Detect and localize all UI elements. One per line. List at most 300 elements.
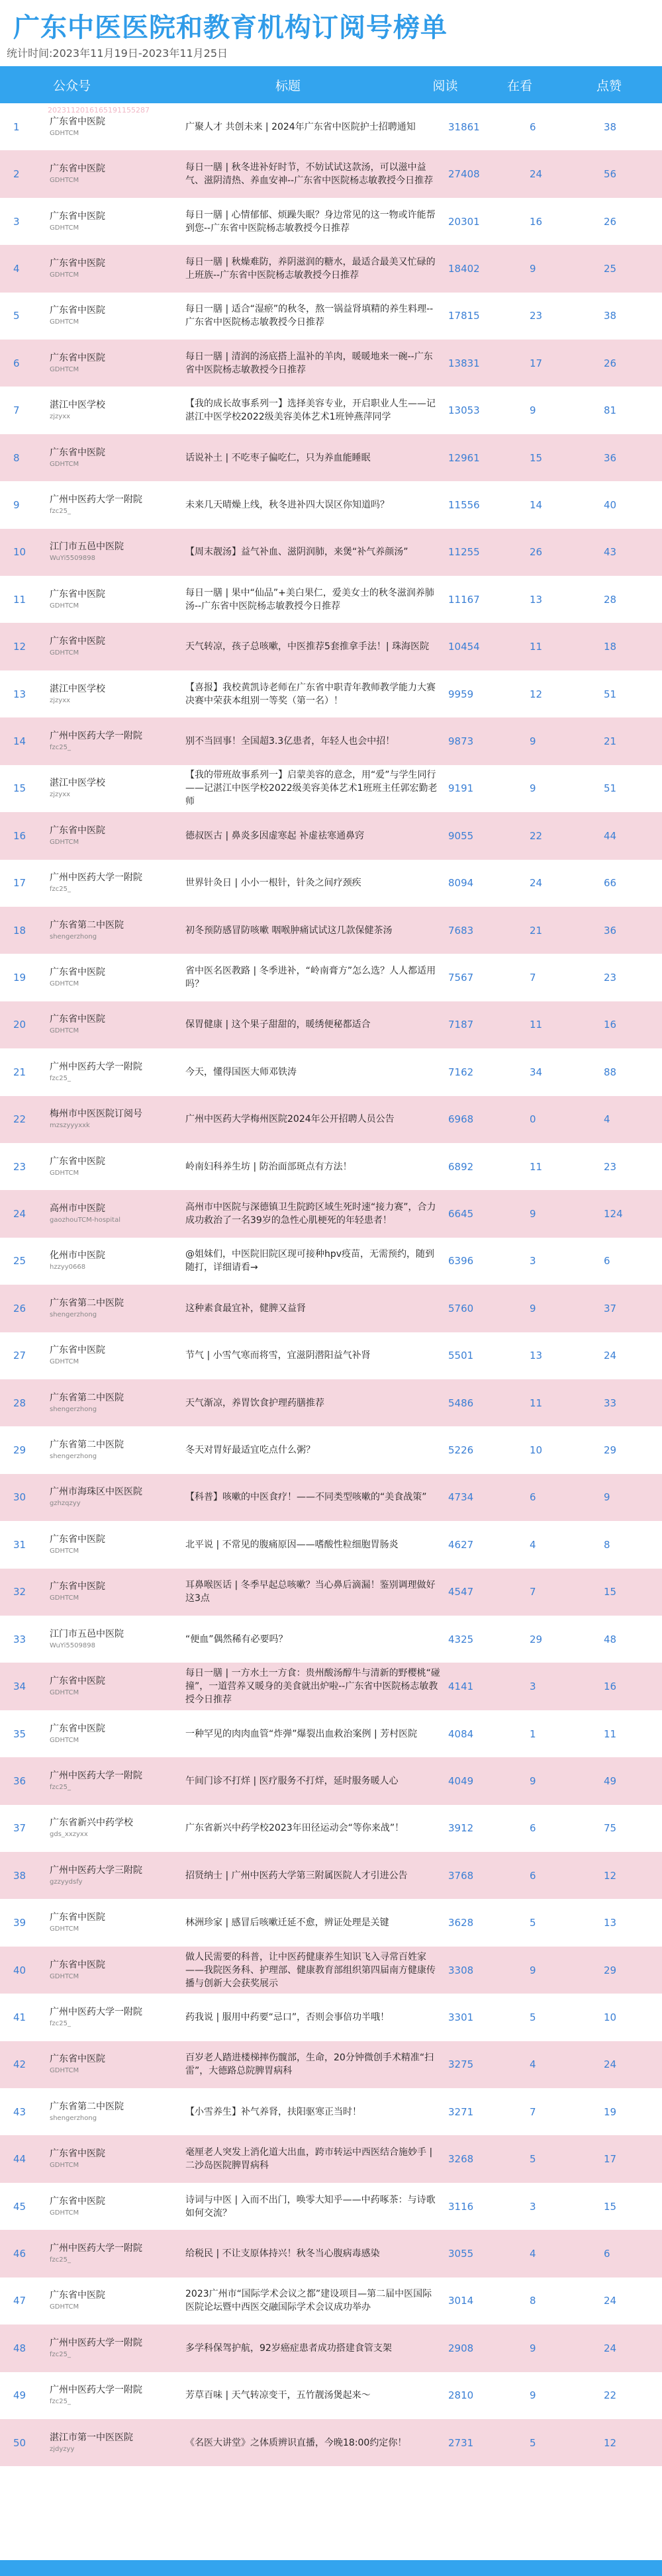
like-count: 48 xyxy=(604,1633,617,1645)
table-row[interactable] xyxy=(0,1379,662,1426)
account-name[interactable]: 高州市中医院 xyxy=(50,1203,105,1215)
article-title[interactable]: 广州中医药大学梅州医院2024年公开招聘人员公告 xyxy=(185,1114,395,1125)
account-name[interactable]: 广东省中医院 xyxy=(50,1014,105,1025)
account-id: GDHTCM xyxy=(50,318,79,326)
table-row[interactable] xyxy=(0,1285,662,1332)
account-cell xyxy=(50,872,185,894)
table-row[interactable] xyxy=(0,2088,662,2135)
account-cell xyxy=(50,635,185,658)
account-id: GDHTCM xyxy=(50,177,79,185)
table-row[interactable] xyxy=(0,954,662,1001)
table-row[interactable] xyxy=(0,150,662,197)
read-count: 3275 xyxy=(448,2058,474,2071)
account-name[interactable]: 梅州市中医医院订阅号 xyxy=(50,1109,142,1120)
account-name[interactable]: 广东省中医院 xyxy=(50,1959,105,1970)
account-id: GDHTCM xyxy=(50,365,79,373)
like-count: 23 xyxy=(604,1160,617,1173)
read-count: 6968 xyxy=(448,1113,474,1126)
account-id: shengerzhong xyxy=(50,1405,97,1413)
like-count: 28 xyxy=(604,593,617,606)
read-count: 4547 xyxy=(448,1586,474,1598)
account-cell xyxy=(50,2432,185,2454)
read-count: 13053 xyxy=(448,404,480,417)
account-name[interactable]: 广东省第二中医院 xyxy=(50,1440,124,1451)
article-title[interactable]: 一种罕见的肉肉血管“炸弹”爆裂出血救治案例 | 芳村医院 xyxy=(185,1728,418,1739)
rank-number: 43 xyxy=(13,2105,26,2118)
read-count: 5226 xyxy=(448,1444,474,1457)
account-name[interactable]: 广州中医药大学一附院 xyxy=(50,494,142,505)
account-id: WuYi5509898 xyxy=(50,555,95,563)
article-title[interactable]: 每日一膳 | 果中“仙品”+美白果仁，爱美女士的秋冬滋润养肺汤--广东省中医院杨志敏教授今日推荐 xyxy=(185,587,434,612)
account-id: fzc25_ xyxy=(50,2350,71,2358)
read-count: 3308 xyxy=(448,1964,474,1976)
header-title: 标题 xyxy=(275,78,301,93)
account-cell xyxy=(50,2289,185,2312)
read-count: 11167 xyxy=(448,593,480,606)
account-id: GDHTCM xyxy=(50,1972,79,1980)
like-count: 8 xyxy=(604,1538,610,1551)
look-count: 15 xyxy=(530,451,543,464)
read-count: 11556 xyxy=(448,498,480,511)
table-row[interactable] xyxy=(0,717,662,764)
look-count: 6 xyxy=(530,1869,536,1882)
account-cell xyxy=(50,352,185,375)
like-count: 15 xyxy=(604,1586,617,1598)
rank-number: 50 xyxy=(13,2436,26,2449)
look-count: 9 xyxy=(530,1774,536,1787)
rank-number: 7 xyxy=(13,404,20,417)
account-name[interactable]: 广东省第二中医院 xyxy=(50,1297,124,1309)
account-name[interactable]: 广东省中医院 xyxy=(50,588,105,600)
account-name[interactable]: 广东省新兴中药学校 xyxy=(50,1817,133,1829)
account-cell xyxy=(50,1534,185,1556)
account-name[interactable]: 广州中医药大学一附院 xyxy=(50,1770,142,1781)
account-cell xyxy=(50,1486,185,1508)
rank-number: 29 xyxy=(13,1444,26,1457)
table-row[interactable] xyxy=(0,1238,662,1285)
account-name[interactable]: 江门市五邑中医院 xyxy=(50,541,124,553)
look-count: 21 xyxy=(530,924,543,937)
article-title[interactable]: 诗词与中医 | 入而不出门，唤零大知乎——中药啄茶：与诗歌如何交流？ xyxy=(185,2194,436,2219)
rank-number: 44 xyxy=(13,2153,26,2166)
read-count: 17815 xyxy=(448,310,480,322)
article-title[interactable]: 【喜报】我校黄凯诗老师在广东省中职青年教师教学能力大赛决赛中荣获本组别一等奖（第一名）！ xyxy=(185,682,436,706)
account-name[interactable]: 广州中医药大学一附院 xyxy=(50,1061,142,1072)
article-title[interactable]: 天气渐凉，养胃饮食护理药膳推荐 xyxy=(185,1397,324,1408)
look-count: 16 xyxy=(530,215,543,228)
rank-number: 42 xyxy=(13,2058,26,2071)
table-row[interactable] xyxy=(0,293,662,340)
account-id: zjzyxx xyxy=(50,413,71,421)
read-count: 2908 xyxy=(448,2342,474,2354)
article-title[interactable]: 每日一膳 | 心情郁郁、烦躁失眠？身边常见的这一物或许能帮到您--广东省中医院杨志敏教授今日推荐 xyxy=(185,209,436,234)
account-id: GDHTCM xyxy=(50,2162,79,2170)
look-count: 17 xyxy=(530,357,543,369)
account-name[interactable]: 湛江中医学校 xyxy=(50,683,105,694)
read-count: 5501 xyxy=(448,1350,474,1362)
account-name[interactable]: 广州中医药大学一附院 xyxy=(50,2337,142,2348)
article-title[interactable]: 别不当回事！全国超3.3亿患者，年轻人也会中招！ xyxy=(185,735,395,747)
look-count: 9 xyxy=(530,735,536,747)
like-count: 4 xyxy=(604,1113,610,1126)
article-title[interactable]: 今天，懂得国医大师邓铁涛 xyxy=(185,1066,297,1078)
article-title[interactable]: 百岁老人踏进楼梯摔伤髋部，生命，20分钟微创手术精准“扫雷”，大德路总院脾胃病科 xyxy=(185,2052,434,2077)
table-row[interactable] xyxy=(0,765,662,812)
read-count: 7567 xyxy=(448,972,474,984)
account-id: fzc25_ xyxy=(50,1074,71,1082)
article-title[interactable]: 广东省新兴中药学校2023年田径运动会“等你来战”！ xyxy=(185,1823,404,1834)
account-name[interactable]: 广东省第二中医院 xyxy=(50,919,124,931)
header-account: 公众号 xyxy=(53,78,91,93)
table-row[interactable] xyxy=(0,2277,662,2324)
table-row[interactable] xyxy=(0,2041,662,2088)
article-title[interactable]: 高州市中医院与深德镇卫生院跨区域生死时速“接力赛”，合力成功救治了一名39岁的急性心肌梗死的年轻患者！ xyxy=(185,1202,436,1226)
article-title[interactable]: 【我的带班故事系列一】启蒙美容的意念，用“爱”与学生同行——记湛江中医学校2022级美容美体艺术1班班主任郭宏勤老师 xyxy=(185,770,438,807)
rank-number: 32 xyxy=(13,1586,26,1598)
account-name[interactable]: 广东省中医院 xyxy=(50,967,105,978)
article-title[interactable]: 广聚人才 共创未来 | 2024年广东省中医院护士招聘通知 xyxy=(185,121,416,132)
look-count: 7 xyxy=(530,972,536,984)
like-count: 11 xyxy=(604,1727,617,1740)
account-name[interactable]: 广州中医药大学一附院 xyxy=(50,872,142,884)
table-row[interactable] xyxy=(0,1143,662,1190)
table-row[interactable] xyxy=(0,1569,662,1616)
read-count: 4084 xyxy=(448,1727,474,1740)
table-row[interactable] xyxy=(0,2372,662,2419)
account-cell xyxy=(50,1723,185,1745)
table-row[interactable] xyxy=(0,1096,662,1143)
article-title[interactable]: 多学科保驾护航，92岁癌症患者成功搭建食管支架 xyxy=(185,2342,392,2354)
read-count: 13831 xyxy=(448,357,480,369)
account-name[interactable]: 广东省中医院 xyxy=(50,825,105,836)
article-title[interactable]: 省中医名医教路 | 冬季进补，“岭南膏方”怎么选？人人都适用吗？ xyxy=(185,966,436,990)
table-row[interactable] xyxy=(0,860,662,907)
account-id: fzc25_ xyxy=(50,1783,71,1791)
account-name[interactable]: 广州中医药大学一附院 xyxy=(50,2385,142,2396)
look-count: 8 xyxy=(530,2295,536,2307)
table-row[interactable] xyxy=(0,623,662,670)
like-count: 12 xyxy=(604,2436,617,2449)
article-title[interactable]: 做人民需要的科普，让中医药健康养生知识飞入寻常百姓家——我院医务科、护理部、健康教育部组织第四届南方健康传播与创新大会获奖展示 xyxy=(185,1951,436,1989)
article-title[interactable]: 《名医大讲堂》之体质辨识直播，今晚18:00约定你！ xyxy=(185,2437,407,2448)
look-count: 9 xyxy=(530,262,536,275)
account-name[interactable]: 广东省中医院 xyxy=(50,210,105,222)
table-row[interactable] xyxy=(0,1663,662,1710)
account-id: shengerzhong xyxy=(50,1311,97,1318)
like-count: 51 xyxy=(604,782,617,795)
account-id: GDHTCM xyxy=(50,1169,79,1177)
account-id: mzszyyyxxk xyxy=(50,1122,90,1130)
article-title[interactable]: 节气 | 小雪气寒而将雪，宜滋阴潜阳益气补肾 xyxy=(185,1350,371,1361)
table-row[interactable] xyxy=(0,481,662,528)
article-title[interactable]: 【科普】咳嗽的中医食疗！——不同类型咳嗽的“美食战策” xyxy=(185,1492,427,1503)
article-title[interactable]: 芳草百味 | 天气转凉变干，五竹靓汤煲起来～ xyxy=(185,2390,371,2401)
table-row[interactable] xyxy=(0,907,662,954)
article-title[interactable]: 初冬预防感冒防咳嗽 咽喉肿痛试试这几款保健茶汤 xyxy=(185,925,393,936)
account-id: gaozhouTCM-hospital xyxy=(50,1217,120,1224)
rank-number: 10 xyxy=(13,546,26,559)
article-title[interactable]: 北平说 | 不常见的腹痛原因——嗜酸性粒细胞胃肠炎 xyxy=(185,1539,399,1550)
like-count: 66 xyxy=(604,877,617,890)
like-count: 88 xyxy=(604,1066,617,1078)
account-id: fzc25_ xyxy=(50,507,71,515)
table-row[interactable] xyxy=(0,1001,662,1048)
like-count: 12 xyxy=(604,1869,617,1882)
account-name[interactable]: 广州中医药大学一附院 xyxy=(50,2242,142,2254)
article-title[interactable]: 这种素食最宜补，健脾又益肾 xyxy=(185,1303,306,1314)
article-title[interactable]: 世界针灸日 | 小小一根针，针灸之间疗颈疾 xyxy=(185,878,361,889)
rank-number: 6 xyxy=(13,357,20,369)
like-count: 25 xyxy=(604,262,617,275)
account-id: GDHTCM xyxy=(50,2067,79,2075)
article-title[interactable]: 冬天对胃好最适宜吃点什么粥？ xyxy=(185,1445,315,1456)
article-title[interactable]: 招贤纳士 | 广州中医药大学第三附属医院人才引进公告 xyxy=(185,1870,408,1881)
look-count: 12 xyxy=(530,688,543,700)
like-count: 23 xyxy=(604,972,617,984)
account-name[interactable]: 广东省中医院 xyxy=(50,1723,105,1734)
like-count: 36 xyxy=(604,451,617,464)
article-title[interactable]: 【小雪养生】补气养肾，扶阳驱寒正当时！ xyxy=(185,2106,361,2117)
table-row[interactable] xyxy=(0,1994,662,2041)
account-id: WuYi5509898 xyxy=(50,1641,95,1649)
like-count: 51 xyxy=(604,688,617,700)
account-id: GDHTCM xyxy=(50,129,79,137)
table-row[interactable] xyxy=(0,1805,662,1852)
article-title[interactable]: 毫厘老人突发上消化道大出血，跨市转运中西医结合施妙手 | 二沙岛医院脾胃病科 xyxy=(185,2147,433,2172)
read-count: 6892 xyxy=(448,1160,474,1173)
account-cell xyxy=(50,1013,185,1036)
account-name[interactable]: 广东省第二中医院 xyxy=(50,2101,124,2112)
account-id: GDHTCM xyxy=(50,1358,79,1366)
like-count: 9 xyxy=(604,1491,610,1504)
table-row[interactable] xyxy=(0,1190,662,1237)
table-row[interactable] xyxy=(0,198,662,245)
account-id: shengerzhong xyxy=(50,1453,97,1461)
article-title[interactable]: 保胃健康 | 这个果子甜甜的，暖绣便秘都适合 xyxy=(185,1019,371,1031)
account-cell xyxy=(50,2195,185,2218)
account-cell xyxy=(50,1581,185,1603)
look-count: 7 xyxy=(530,2105,536,2118)
account-name[interactable]: 广东省中医院 xyxy=(50,1345,105,1356)
rank-number: 13 xyxy=(13,688,26,700)
look-count: 29 xyxy=(530,1633,543,1645)
table-row[interactable] xyxy=(0,2135,662,2182)
account-name[interactable]: 广州中医药大学一附院 xyxy=(50,730,142,741)
read-count: 5760 xyxy=(448,1302,474,1314)
look-count: 0 xyxy=(530,1113,536,1126)
account-name[interactable]: 广州中医药大学三附院 xyxy=(50,1864,142,1876)
table-row[interactable] xyxy=(0,670,662,717)
account-id: gzzyydsfy xyxy=(50,1878,83,1886)
like-count: 19 xyxy=(604,2105,617,2118)
like-count: 26 xyxy=(604,357,617,369)
account-cell xyxy=(50,588,185,611)
rank-number: 3 xyxy=(13,215,20,228)
account-cell xyxy=(50,2148,185,2170)
read-count: 9873 xyxy=(448,735,474,747)
table-row[interactable] xyxy=(0,2324,662,2371)
account-name[interactable]: 广东省中医院 xyxy=(50,1156,105,1167)
read-count: 3271 xyxy=(448,2105,474,2118)
table-row[interactable] xyxy=(0,1474,662,1521)
like-count: 124 xyxy=(604,1208,623,1220)
account-name[interactable]: 广东省中医院 xyxy=(50,352,105,363)
article-title[interactable]: 午间门诊不打烊 | 医疗服务不打烊，延时服务暖人心 xyxy=(185,1775,399,1786)
rank-number: 35 xyxy=(13,1727,26,1740)
account-name[interactable]: 广东省中医院 xyxy=(50,257,105,269)
rank-number: 20 xyxy=(13,1019,26,1031)
rank-number: 14 xyxy=(13,735,26,747)
account-cell xyxy=(50,116,185,138)
account-id: fzc25_ xyxy=(50,743,71,751)
account-name[interactable]: 广东省中医院 xyxy=(50,636,105,647)
account-cell xyxy=(50,2006,185,2029)
table-row[interactable] xyxy=(0,1710,662,1757)
look-count: 9 xyxy=(530,782,536,795)
article-title[interactable]: 德叔医古 | 鼻炎多因虚寒起 补虚祛寒通鼻窍 xyxy=(185,830,365,841)
table-row[interactable] xyxy=(0,812,662,859)
account-cell xyxy=(50,2384,185,2407)
article-title[interactable]: @姐妹们，中医院旧院区现可接种hpv疫苗，无需预约，随到随打，详细请看→ xyxy=(185,1249,435,1273)
account-id: gds_xxzyxx xyxy=(50,1831,88,1839)
article-title[interactable]: 【周末靓汤】益气补血、滋阴润肺，来煲“补气养颜汤” xyxy=(185,547,408,558)
table-row[interactable] xyxy=(0,576,662,623)
article-title[interactable]: 未来几天晴燥上线，秋冬进补四大误区你知道吗？ xyxy=(185,499,389,510)
account-name[interactable]: 广东省中医院 xyxy=(50,116,105,127)
account-name[interactable]: 广东省中医院 xyxy=(50,1912,105,1923)
article-title[interactable]: 林洲珍家 | 感冒后咳嗽迁延不愈，辨证处理是关键 xyxy=(185,1917,389,1929)
table-row[interactable] xyxy=(0,1048,662,1095)
account-id: zjzyxx xyxy=(50,696,71,704)
article-title[interactable]: 给税民 | 不让支原体持兴！秋冬当心腹病毒感染 xyxy=(185,2248,380,2259)
ranking-table xyxy=(0,103,662,2466)
account-name[interactable]: 广州中医药大学一附院 xyxy=(50,2006,142,2017)
like-count: 17 xyxy=(604,2153,617,2166)
look-count: 7 xyxy=(530,1586,536,1598)
account-id: GDHTCM xyxy=(50,1594,79,1602)
article-title[interactable]: 药我说 | 服用中药要“忌口”，否则会事倍功半哦！ xyxy=(185,2011,390,2023)
account-id: GDHTCM xyxy=(50,980,79,988)
account-name[interactable]: 湛江市第一中医医院 xyxy=(50,2432,133,2443)
read-count: 7162 xyxy=(448,1066,474,1078)
account-id: GDHTCM xyxy=(50,224,79,232)
look-count: 4 xyxy=(530,1538,536,1551)
read-count: 3014 xyxy=(448,2295,474,2307)
rank-number: 21 xyxy=(13,1066,26,1078)
article-title[interactable]: 每日一膳 | 秋冬进补好时节，不妨试试这款汤，可以滋中益气、滋阴清热、养血安神--广东省中医院杨志敏教授今日推荐 xyxy=(185,162,434,187)
table-row[interactable] xyxy=(0,1899,662,1946)
like-count: 29 xyxy=(604,1964,617,1976)
account-name[interactable]: 广东省中医院 xyxy=(50,2195,105,2207)
rank-number: 8 xyxy=(13,451,20,464)
account-id: GDHTCM xyxy=(50,2303,79,2311)
header-like: 点赞 xyxy=(596,78,622,93)
page-header xyxy=(0,0,662,66)
article-title[interactable]: 【我的成长故事系列一】选择美容专业，开启职业人生——记湛江中医学校2022级美容美体艺术1班钟燕萍同学 xyxy=(185,398,436,423)
account-cell xyxy=(50,541,185,563)
header-read: 阅读 xyxy=(432,78,458,93)
article-title[interactable]: 话说补土 | 不吃枣子偏吃仁，只为养血能睡眠 xyxy=(185,452,371,463)
account-name[interactable]: 湛江中医学校 xyxy=(50,778,105,789)
table-row[interactable] xyxy=(0,1426,662,1473)
like-count: 13 xyxy=(604,1917,617,1929)
like-count: 81 xyxy=(604,404,617,417)
table-row[interactable] xyxy=(0,1947,662,1994)
look-count: 11 xyxy=(530,1019,543,1031)
table-row[interactable] xyxy=(0,1616,662,1663)
look-count: 22 xyxy=(530,829,543,842)
account-name[interactable]: 广东省中医院 xyxy=(50,2054,105,2065)
like-count: 36 xyxy=(604,924,617,937)
rank-number: 25 xyxy=(13,1255,26,1267)
account-name[interactable]: 湛江中医学校 xyxy=(50,400,105,411)
look-count: 26 xyxy=(530,546,543,559)
article-title[interactable]: 每日一膳 | 一方水土一方食：贵州酸汤醇牛与清新的野樱桃“碰撞”，一道营养又暖身的美食就出炉啦--广东省中医院杨志敏教授今日推荐 xyxy=(185,1668,440,1706)
article-title[interactable]: 天气转凉，孩子总咳嗽，中医推荐5套推拿手法！| 珠海医院 xyxy=(185,641,430,653)
account-name[interactable]: 广东省中医院 xyxy=(50,305,105,316)
like-count: 37 xyxy=(604,1302,617,1314)
account-name[interactable]: 广东省中医院 xyxy=(50,2290,105,2301)
table-row[interactable] xyxy=(0,340,662,387)
read-count: 9055 xyxy=(448,829,474,842)
read-count: 5486 xyxy=(448,1397,474,1409)
account-cell xyxy=(50,2101,185,2123)
table-row[interactable] xyxy=(0,1332,662,1379)
look-count: 3 xyxy=(530,1255,536,1267)
article-title[interactable]: 岭南妇科养生坊 | 防治面部斑点有方法！ xyxy=(185,1161,352,1172)
rank-number: 2 xyxy=(13,168,20,181)
account-name[interactable]: 江门市五邑中医院 xyxy=(50,1628,124,1639)
rank-number: 34 xyxy=(13,1680,26,1693)
table-row[interactable] xyxy=(0,387,662,434)
account-name[interactable]: 广东省中医院 xyxy=(50,1581,105,1592)
account-name[interactable]: 广东省中医院 xyxy=(50,163,105,175)
like-count: 6 xyxy=(604,1255,610,1267)
table-row[interactable] xyxy=(0,529,662,576)
account-cell xyxy=(50,304,185,327)
account-name[interactable]: 广东省第二中医院 xyxy=(50,1392,124,1403)
article-title[interactable]: 每日一膳 | 清润的汤底搭上温补的羊肉，暖暖地来一碗--广东省中医院杨志敏教授今日推荐 xyxy=(185,351,433,375)
read-count: 4734 xyxy=(448,1491,474,1504)
account-name[interactable]: 广东省中医院 xyxy=(50,447,105,458)
look-count: 6 xyxy=(530,1822,536,1835)
article-title[interactable]: 耳鼻喉医话 | 冬季早起总咳嗽？当心鼻后滴漏！鉴别调理做好这3点 xyxy=(185,1580,436,1604)
account-name[interactable]: 广东省中医院 xyxy=(50,1676,105,1687)
table-row[interactable] xyxy=(0,2419,662,2466)
account-name[interactable]: 化州市中医院 xyxy=(50,1250,105,1262)
rank-number: 30 xyxy=(13,1491,26,1504)
read-count: 31861 xyxy=(448,120,480,133)
account-name[interactable]: 广州市海珠区中医医院 xyxy=(50,1487,142,1498)
account-name[interactable]: 广东省中医院 xyxy=(50,1534,105,1545)
like-count: 21 xyxy=(604,735,617,747)
article-title[interactable]: 每日一膳 | 秋燥难防，养阴滋润的糖水，最适合最美又忙碌的上班族--广东省中医院杨志敏教授今日推荐 xyxy=(185,256,436,281)
article-title[interactable]: “便血”偶然稀有必要吗？ xyxy=(185,1633,288,1645)
table-row[interactable] xyxy=(0,1521,662,1568)
account-name[interactable]: 广东省中医院 xyxy=(50,2148,105,2160)
like-count: 24 xyxy=(604,2058,617,2071)
rank-number: 46 xyxy=(13,2247,26,2260)
table-row[interactable] xyxy=(0,1757,662,1804)
table-row[interactable] xyxy=(0,245,662,292)
table-row[interactable] xyxy=(0,1852,662,1899)
article-title[interactable]: 2023广州市“国际学术会议之都”建设项目—第二届中医国际医院论坛暨中西医交融国际学术会议成功举办 xyxy=(185,2289,432,2313)
table-row[interactable] xyxy=(0,2230,662,2277)
table-row[interactable] xyxy=(0,2183,662,2230)
article-title[interactable]: 每日一膳 | 适合“湿瘀”的秋冬，熬一锅益肾填精的养生料理--广东省中医院杨志敏教授今日推荐 xyxy=(185,304,434,328)
table-row[interactable] xyxy=(0,434,662,481)
table-row[interactable] xyxy=(0,103,662,150)
